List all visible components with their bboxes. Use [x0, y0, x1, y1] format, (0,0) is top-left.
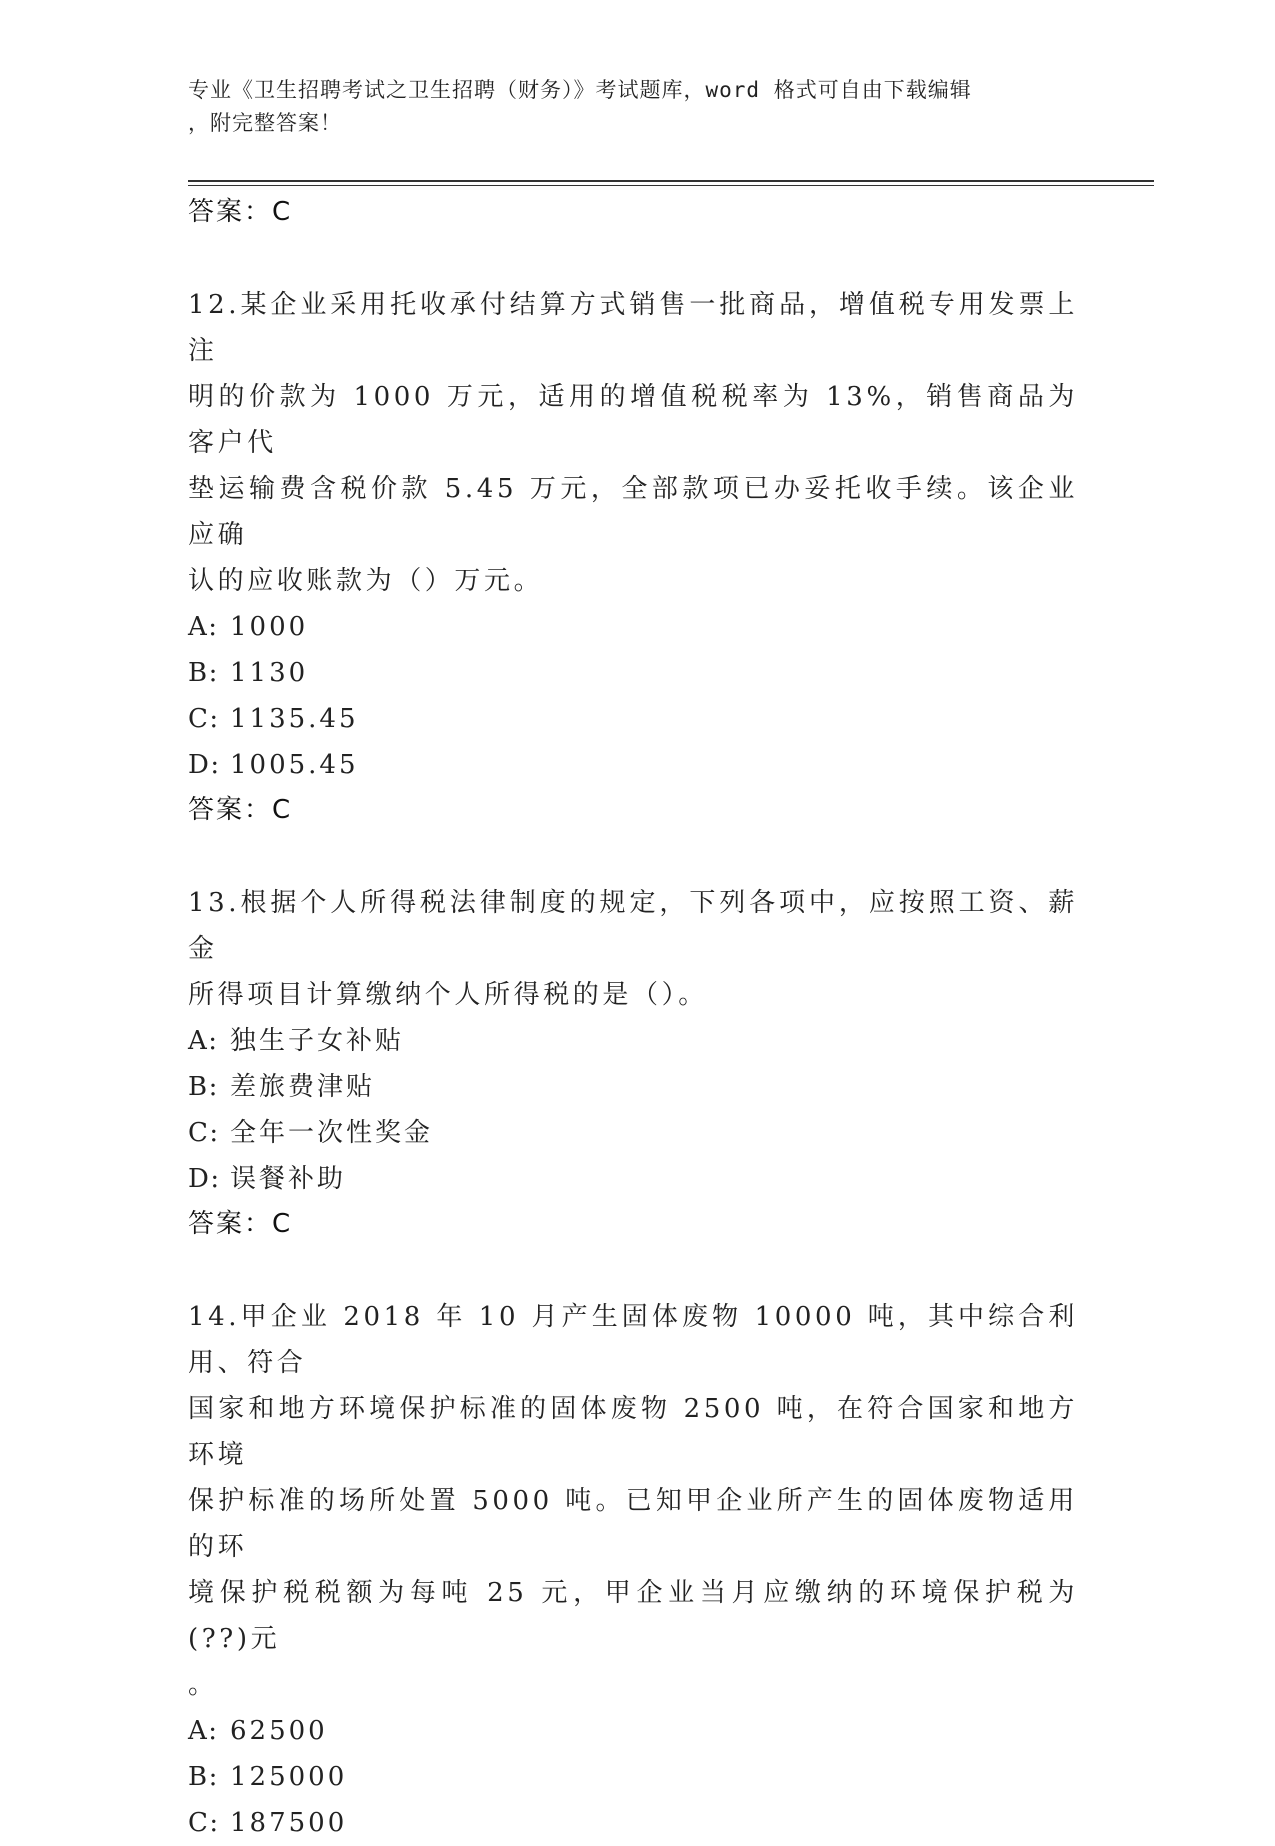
- option-text: 全年一次性奖金: [230, 1118, 434, 1148]
- option-c: [188, 1110, 1078, 1156]
- option-text: 187500: [230, 1808, 348, 1838]
- option-letter: A:: [188, 1716, 219, 1746]
- option-b: [188, 1064, 1078, 1110]
- stem-line: 明的价款为 1000 万元，适用的增值税税率为 13%，销售商品为客户代: [188, 382, 1078, 458]
- stem-line: 12.某企业采用托收承付结算方式销售一批商品，增值税专用发票上注: [188, 290, 1078, 366]
- stem-line: 境保护税税额为每吨 25 元，甲企业当月应缴纳的环境保护税为(??)元: [188, 1578, 1078, 1654]
- stem-line: 垫运输费含税价款 5.45 万元，全部款项已办妥托收手续。该企业应确: [188, 474, 1078, 550]
- stem-line: 认的应收账款为（）万元。: [188, 566, 544, 596]
- option-letter: A:: [188, 1026, 219, 1056]
- spacer: [188, 1246, 1078, 1294]
- option-text: 1130: [230, 658, 309, 688]
- question-block: [188, 880, 1078, 1246]
- spacer: [188, 234, 1078, 282]
- header-divider-thin: [188, 185, 1154, 186]
- option-text: 1005.45: [230, 750, 359, 780]
- option-text: 1000: [230, 612, 309, 642]
- option-letter: D:: [188, 750, 221, 780]
- option-letter: C:: [188, 1118, 220, 1148]
- option-a: [188, 604, 1078, 650]
- stem-line: 保护标准的场所处置 5000 吨。已知甲企业所产生的固体废物适用的环: [188, 1486, 1078, 1562]
- option-text: 差旅费津贴: [230, 1072, 376, 1102]
- question-block: [188, 282, 1078, 832]
- question-stem: [188, 880, 1078, 1018]
- header-line-2: ，附完整答案！: [188, 111, 342, 135]
- option-text: 62500: [230, 1716, 328, 1746]
- answer-line: 答案：C: [188, 197, 293, 227]
- page-header: [188, 74, 1068, 140]
- header-divider-thick: [188, 180, 1154, 182]
- stem-line: 14.甲企业 2018 年 10 月产生固体废物 10000 吨，其中综合利用、符合: [188, 1302, 1078, 1378]
- question-stem: [188, 282, 1078, 604]
- option-c: [188, 1800, 1078, 1846]
- answer-line: 答案：C: [188, 795, 293, 825]
- option-b: [188, 1754, 1078, 1800]
- option-text: 独生子女补贴: [230, 1026, 405, 1056]
- option-letter: B:: [188, 1072, 219, 1102]
- option-letter: A:: [188, 612, 219, 642]
- question-stem: [188, 1294, 1078, 1708]
- option-letter: B:: [188, 1762, 219, 1792]
- stem-line: 13.根据个人所得税法律制度的规定，下列各项中，应按照工资、薪金: [188, 888, 1078, 964]
- option-a: [188, 1708, 1078, 1754]
- option-c: [188, 696, 1078, 742]
- option-letter: D:: [188, 1164, 221, 1194]
- header-line-1: 专业《卫生招聘考试之卫生招聘（财务）》考试题库，word 格式可自由下载编辑: [188, 78, 972, 102]
- option-b: [188, 650, 1078, 696]
- option-letter: B:: [188, 658, 219, 688]
- option-letter: C:: [188, 704, 220, 734]
- option-a: [188, 1018, 1078, 1064]
- question-list: [188, 190, 1078, 1846]
- option-d: [188, 1156, 1078, 1202]
- option-text: 1135.45: [230, 704, 359, 734]
- spacer: [188, 832, 1078, 880]
- stem-line: 国家和地方环境保护标准的固体废物 2500 吨，在符合国家和地方环境: [188, 1394, 1078, 1470]
- option-text: 125000: [230, 1762, 348, 1792]
- option-d: [188, 742, 1078, 788]
- stem-line: 。: [188, 1670, 218, 1700]
- option-letter: C:: [188, 1808, 220, 1838]
- question-block: [188, 1294, 1078, 1846]
- option-text: 误餐补助: [230, 1164, 347, 1194]
- stem-line: 所得项目计算缴纳个人所得税的是（）。: [188, 980, 708, 1010]
- answer-line: 答案：C: [188, 1209, 293, 1239]
